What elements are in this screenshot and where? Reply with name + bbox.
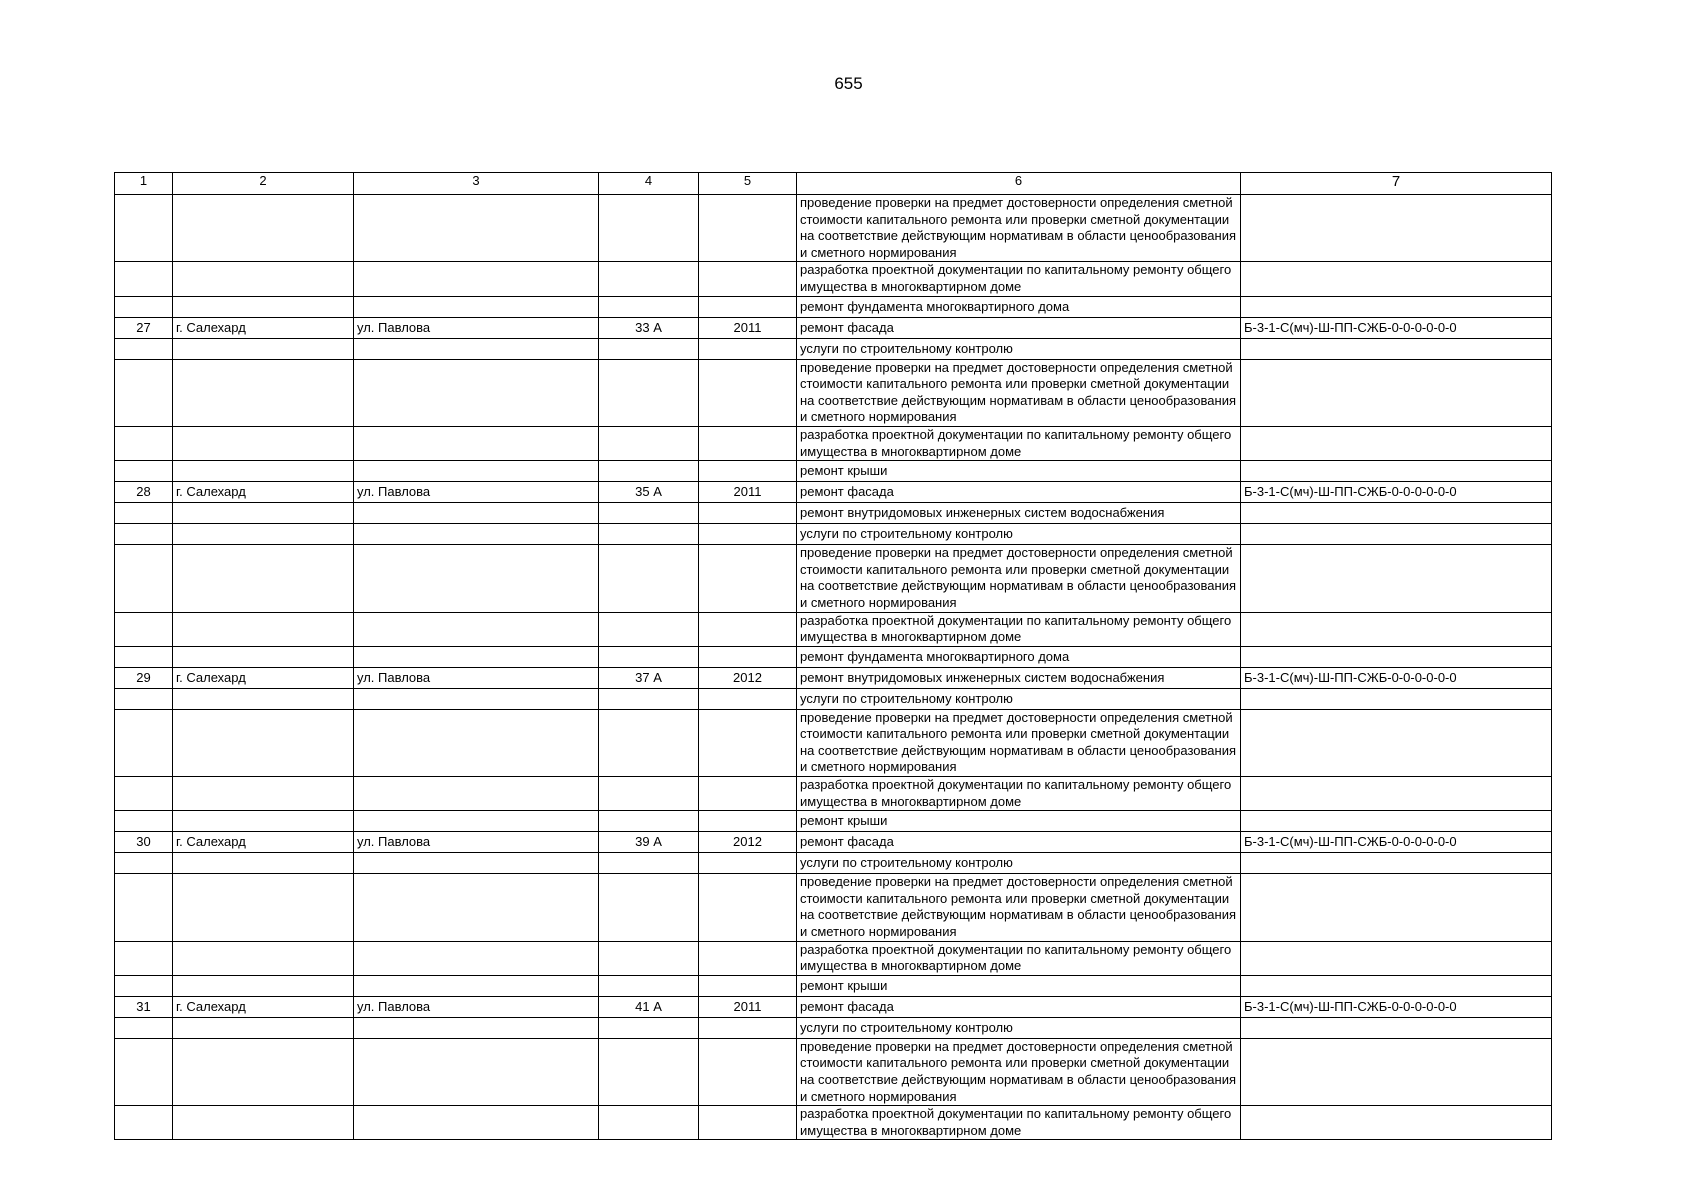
cell-city [173,612,354,646]
cell-year [699,426,797,460]
table-row [115,709,1552,776]
cell-year [699,853,797,874]
cell-city [173,1106,354,1140]
table-row [115,1106,1552,1140]
cell-city [173,262,354,296]
cell-work-type: разработка проектной документации по капитальному ремонту общего имущества в многоквартирном доме [797,777,1241,811]
table-row [115,461,1552,482]
cell-city [173,545,354,612]
cell-number [115,688,173,709]
cell-house [599,777,699,811]
cell-street [354,195,599,262]
table-row [115,262,1552,296]
cell-number [115,646,173,667]
cell-city [173,975,354,996]
cell-city [173,709,354,776]
cell-city [173,524,354,545]
cell-street [354,1038,599,1105]
cell-house [599,612,699,646]
cell-work-type: ремонт внутридомовых инженерных систем водоснабжения [797,503,1241,524]
cell-work-type: услуги по строительному контролю [797,1017,1241,1038]
cell-house [599,975,699,996]
cell-city: г. Салехард [173,667,354,688]
cell-work-type: ремонт крыши [797,975,1241,996]
cell-street [354,1017,599,1038]
cell-work-type: проведение проверки на предмет достоверности определения сметной стоимости капитального ремонта или проверки сметной документации на соответствие действующим нормативам в области ценообразования и сметного нормирования [797,709,1241,776]
cell-street [354,709,599,776]
cell-year [699,874,797,941]
cell-house [599,195,699,262]
cell-house [599,811,699,832]
cell-year [699,1017,797,1038]
cell-house: 35 А [599,482,699,503]
cell-code [1241,426,1552,460]
cell-work-type: проведение проверки на предмет достоверности определения сметной стоимости капитального ремонта или проверки сметной документации на соответствие действующим нормативам в области ценообразования и сметного нормирования [797,359,1241,426]
table-row [115,853,1552,874]
cell-city [173,1017,354,1038]
column-header: 7 [1241,173,1552,195]
cell-work-type: ремонт фундамента многоквартирного дома [797,646,1241,667]
cell-code [1241,811,1552,832]
cell-number [115,853,173,874]
cell-number: 31 [115,996,173,1017]
cell-number [115,777,173,811]
cell-code [1241,874,1552,941]
table-row [115,811,1552,832]
cell-house [599,503,699,524]
cell-year [699,646,797,667]
cell-city [173,338,354,359]
cell-street [354,461,599,482]
cell-code [1241,646,1552,667]
cell-house [599,461,699,482]
cell-house [599,646,699,667]
cell-city [173,461,354,482]
cell-city [173,874,354,941]
cell-street [354,262,599,296]
cell-year [699,688,797,709]
cell-house: 33 А [599,317,699,338]
cell-code [1241,296,1552,317]
table-row [115,545,1552,612]
table-row [115,426,1552,460]
cell-street [354,975,599,996]
cell-number [115,359,173,426]
cell-work-type: ремонт фундамента многоквартирного дома [797,296,1241,317]
cell-house [599,1038,699,1105]
cell-number [115,461,173,482]
cell-code: Б-3-1-С(мч)-Ш-ПП-СЖБ-0-0-0-0-0-0 [1241,667,1552,688]
cell-number [115,503,173,524]
cell-code [1241,1106,1552,1140]
table-row [115,612,1552,646]
repair-register-table [114,172,1552,1140]
cell-code: Б-3-1-С(мч)-Ш-ПП-СЖБ-0-0-0-0-0-0 [1241,482,1552,503]
cell-year: 2011 [699,317,797,338]
cell-number [115,338,173,359]
cell-house [599,853,699,874]
cell-house [599,426,699,460]
cell-number: 29 [115,667,173,688]
cell-year [699,524,797,545]
cell-street: ул. Павлова [354,482,599,503]
cell-year: 2012 [699,667,797,688]
cell-year [699,461,797,482]
cell-house: 41 А [599,996,699,1017]
cell-year [699,612,797,646]
cell-work-type: ремонт крыши [797,461,1241,482]
cell-year [699,811,797,832]
cell-number [115,941,173,975]
cell-street [354,524,599,545]
table-row [115,1017,1552,1038]
cell-city [173,688,354,709]
cell-street [354,1106,599,1140]
cell-city [173,646,354,667]
cell-code [1241,195,1552,262]
cell-number [115,296,173,317]
cell-street [354,338,599,359]
cell-city [173,426,354,460]
cell-street: ул. Павлова [354,832,599,853]
cell-house [599,709,699,776]
cell-work-type: разработка проектной документации по капитальному ремонту общего имущества в многоквартирном доме [797,262,1241,296]
table-row [115,941,1552,975]
column-header: 5 [699,173,797,195]
cell-house: 39 А [599,832,699,853]
cell-city [173,296,354,317]
cell-year [699,975,797,996]
cell-street: ул. Павлова [354,667,599,688]
cell-code: Б-3-1-С(мч)-Ш-ПП-СЖБ-0-0-0-0-0-0 [1241,832,1552,853]
cell-work-type: проведение проверки на предмет достоверности определения сметной стоимости капитального ремонта или проверки сметной документации на соответствие действующим нормативам в области ценообразования и сметного нормирования [797,195,1241,262]
cell-year: 2011 [699,996,797,1017]
cell-number [115,524,173,545]
cell-number [115,709,173,776]
cell-number [115,1106,173,1140]
cell-number: 30 [115,832,173,853]
cell-city [173,1038,354,1105]
cell-city: г. Салехард [173,996,354,1017]
cell-work-type: ремонт внутридомовых инженерных систем водоснабжения [797,667,1241,688]
table-row [115,1038,1552,1105]
cell-work-type: ремонт крыши [797,811,1241,832]
cell-year [699,941,797,975]
table-row [115,646,1552,667]
table-row [115,996,1552,1017]
cell-street [354,612,599,646]
cell-code [1241,262,1552,296]
cell-code: Б-3-1-С(мч)-Ш-ПП-СЖБ-0-0-0-0-0-0 [1241,996,1552,1017]
cell-city [173,195,354,262]
cell-house [599,874,699,941]
cell-year [699,359,797,426]
cell-year [699,338,797,359]
table-row [115,777,1552,811]
cell-city [173,811,354,832]
cell-code [1241,709,1552,776]
cell-street [354,688,599,709]
cell-city [173,853,354,874]
table-row [115,832,1552,853]
cell-city [173,941,354,975]
table-row [115,317,1552,338]
column-header: 3 [354,173,599,195]
cell-house [599,359,699,426]
cell-code [1241,338,1552,359]
cell-year [699,503,797,524]
cell-number [115,545,173,612]
cell-code [1241,359,1552,426]
cell-work-type: ремонт фасада [797,482,1241,503]
cell-work-type: разработка проектной документации по капитальному ремонту общего имущества в многоквартирном доме [797,1106,1241,1140]
cell-code [1241,1038,1552,1105]
cell-number [115,195,173,262]
table-row [115,359,1552,426]
cell-street: ул. Павлова [354,996,599,1017]
cell-year [699,545,797,612]
table-row [115,296,1552,317]
column-header: 4 [599,173,699,195]
cell-code [1241,941,1552,975]
table-row [115,688,1552,709]
cell-work-type: проведение проверки на предмет достоверности определения сметной стоимости капитального ремонта или проверки сметной документации на соответствие действующим нормативам в области ценообразования и сметного нормирования [797,1038,1241,1105]
cell-code [1241,975,1552,996]
cell-number [115,1017,173,1038]
cell-house [599,545,699,612]
cell-street [354,545,599,612]
cell-work-type: ремонт фасада [797,996,1241,1017]
cell-city: г. Салехард [173,832,354,853]
cell-house [599,524,699,545]
cell-street [354,503,599,524]
cell-code: Б-3-1-С(мч)-Ш-ПП-СЖБ-0-0-0-0-0-0 [1241,317,1552,338]
cell-street [354,359,599,426]
cell-year [699,296,797,317]
cell-street [354,941,599,975]
cell-work-type: услуги по строительному контролю [797,688,1241,709]
cell-work-type: услуги по строительному контролю [797,853,1241,874]
table-row [115,874,1552,941]
table-row [115,975,1552,996]
cell-house [599,941,699,975]
cell-house [599,1106,699,1140]
cell-work-type: ремонт фасада [797,317,1241,338]
cell-year [699,262,797,296]
cell-number [115,811,173,832]
table-row [115,482,1552,503]
page-number: 655 [834,74,863,93]
cell-number: 27 [115,317,173,338]
table-row [115,338,1552,359]
cell-house [599,296,699,317]
table-header [115,173,1552,195]
cell-city: г. Салехард [173,482,354,503]
cell-number [115,1038,173,1105]
cell-house [599,338,699,359]
cell-year [699,1106,797,1140]
cell-code [1241,688,1552,709]
cell-year [699,195,797,262]
cell-year: 2012 [699,832,797,853]
table-row [115,667,1552,688]
cell-street [354,874,599,941]
cell-number [115,975,173,996]
cell-code [1241,461,1552,482]
cell-number [115,874,173,941]
cell-code [1241,503,1552,524]
cell-code [1241,853,1552,874]
cell-number [115,612,173,646]
cell-work-type: разработка проектной документации по капитальному ремонту общего имущества в многоквартирном доме [797,426,1241,460]
cell-work-type: услуги по строительному контролю [797,338,1241,359]
cell-code [1241,777,1552,811]
header-row [115,173,1552,195]
cell-street: ул. Павлова [354,317,599,338]
cell-house [599,1017,699,1038]
cell-number: 28 [115,482,173,503]
table-row [115,524,1552,545]
cell-work-type: проведение проверки на предмет достоверности определения сметной стоимости капитального ремонта или проверки сметной документации на соответствие действующим нормативам в области ценообразования и сметного нормирования [797,545,1241,612]
cell-city [173,503,354,524]
cell-house [599,262,699,296]
cell-year [699,1038,797,1105]
cell-city [173,359,354,426]
cell-street [354,296,599,317]
table-row [115,503,1552,524]
cell-year: 2011 [699,482,797,503]
cell-code [1241,524,1552,545]
cell-street [354,777,599,811]
table-body [115,195,1552,1140]
cell-street [354,646,599,667]
cell-year [699,777,797,811]
cell-code [1241,612,1552,646]
cell-house [599,688,699,709]
cell-work-type: услуги по строительному контролю [797,524,1241,545]
cell-code [1241,545,1552,612]
cell-street [354,426,599,460]
cell-number [115,426,173,460]
cell-code [1241,1017,1552,1038]
cell-street [354,811,599,832]
column-header: 2 [173,173,354,195]
column-header: 1 [115,173,173,195]
cell-work-type: проведение проверки на предмет достоверности определения сметной стоимости капитального ремонта или проверки сметной документации на соответствие действующим нормативам в области ценообразования и сметного нормирования [797,874,1241,941]
cell-house: 37 А [599,667,699,688]
cell-work-type: разработка проектной документации по капитальному ремонту общего имущества в многоквартирном доме [797,941,1241,975]
cell-number [115,262,173,296]
table-row [115,195,1552,262]
cell-street [354,853,599,874]
cell-city [173,777,354,811]
cell-year [699,709,797,776]
cell-city: г. Салехард [173,317,354,338]
cell-work-type: ремонт фасада [797,832,1241,853]
cell-work-type: разработка проектной документации по капитальному ремонту общего имущества в многоквартирном доме [797,612,1241,646]
column-header: 6 [797,173,1241,195]
